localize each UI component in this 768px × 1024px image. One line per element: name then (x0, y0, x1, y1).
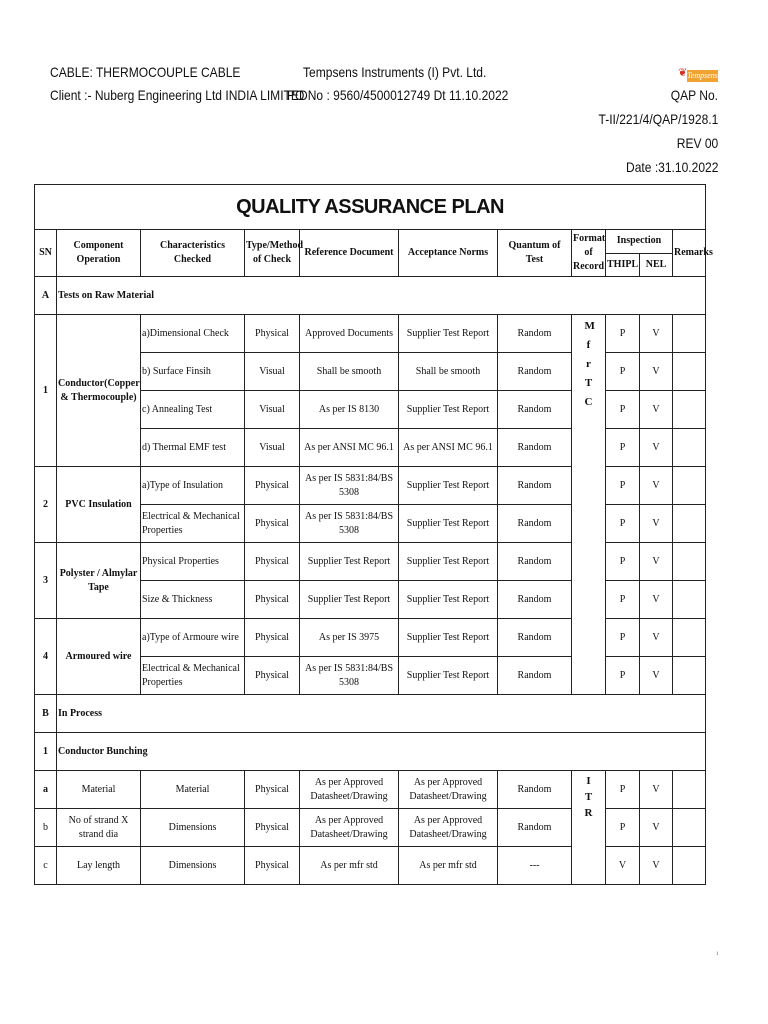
cell-char: Electrical & Mechanical Properties (141, 657, 245, 695)
col-format: Format of Record (572, 230, 606, 277)
document-date: Date :31.10.2022 (625, 159, 718, 175)
cell-acc: Supplier Test Report (399, 543, 498, 581)
cell-ref: As per IS 8130 (300, 391, 399, 429)
cell-char: d) Thermal EMF test (141, 429, 245, 467)
cell-component: No of strand X strand dia (57, 809, 141, 847)
cell-qty: Random (498, 391, 572, 429)
col-reference: Reference Document (300, 230, 399, 277)
cell-thipl: P (606, 771, 640, 809)
col-quantum: Quantum of Test (498, 230, 572, 277)
col-remarks: Remarks (673, 230, 706, 277)
cell-thipl: P (606, 315, 640, 353)
cell-nel: V (640, 467, 673, 505)
cell-ref: As per Approved Datasheet/Drawing (300, 771, 399, 809)
company-name: Tempsens Instruments (I) Pvt. Ltd. (303, 64, 487, 80)
table-row (35, 619, 706, 657)
cell-remarks (673, 771, 706, 809)
cell-char: c) Annealing Test (141, 391, 245, 429)
cell-acc: Supplier Test Report (399, 391, 498, 429)
table-row (35, 847, 706, 885)
logo-wordmark: Tempsens (687, 71, 718, 80)
cell-type: Physical (245, 581, 300, 619)
cell-char: Size & Thickness (141, 581, 245, 619)
cell-thipl: P (606, 353, 640, 391)
cell-qty: Random (498, 429, 572, 467)
group-sn: 1 (35, 315, 57, 467)
col-nel: NEL (640, 253, 673, 277)
cell-sn: b (35, 809, 57, 847)
cell-thipl: P (606, 581, 640, 619)
cell-component: Lay length (57, 847, 141, 885)
col-component: Component Operation (57, 230, 141, 277)
cell-sn: a (35, 771, 57, 809)
cell-remarks (673, 619, 706, 657)
section-a-label: Tests on Raw Material (57, 277, 706, 315)
qap-table (34, 184, 713, 885)
subsection-b1-sn: 1 (35, 733, 57, 771)
cell-char: Physical Properties (141, 543, 245, 581)
group-sn: 3 (35, 543, 57, 619)
section-b-label: In Process (57, 695, 706, 733)
qap-number: T-II/221/4/QAP/1928.1 (598, 111, 718, 127)
cell-nel: V (640, 391, 673, 429)
subsection-b1-label: Conductor Bunching (57, 733, 706, 771)
cell-ref: As per mfr std (300, 847, 399, 885)
group-sn: 2 (35, 467, 57, 543)
cell-qty: Random (498, 809, 572, 847)
cell-type: Physical (245, 543, 300, 581)
cable-title: CABLE: THERMOCOUPLE CABLE (50, 64, 241, 80)
cell-nel: V (640, 847, 673, 885)
cell-nel: V (640, 353, 673, 391)
po-number: PO No : 9560/4500012749 Dt 11.10.2022 (287, 87, 509, 103)
format-record-a-text: M f r T C (584, 320, 595, 408)
cell-thipl: P (606, 467, 640, 505)
cell-thipl: V (606, 847, 640, 885)
cell-type: Physical (245, 657, 300, 695)
cell-remarks (673, 657, 706, 695)
cell-qty: Random (498, 619, 572, 657)
cell-thipl: P (606, 505, 640, 543)
cell-acc: Shall be smooth (399, 353, 498, 391)
cell-type: Visual (245, 391, 300, 429)
cell-qty: Random (498, 771, 572, 809)
table-row (35, 315, 706, 353)
table-row (35, 809, 706, 847)
cell-ref: As per Approved Datasheet/Drawing (300, 809, 399, 847)
table-row (35, 467, 706, 505)
cell-nel: V (640, 809, 673, 847)
col-thipl: THIPL (606, 253, 640, 277)
cell-ref: Supplier Test Report (300, 581, 399, 619)
revision: REV 00 (676, 135, 718, 151)
cell-char: Dimensions (141, 809, 245, 847)
cell-char: a)Type of Armoure wire (141, 619, 245, 657)
cell-ref: As per IS 5831:84/BS 5308 (300, 467, 399, 505)
cell-remarks (673, 391, 706, 429)
client-name: Client :- Nuberg Engineering Ltd INDIA LIMITED (50, 87, 308, 103)
cell-acc: Supplier Test Report (399, 505, 498, 543)
cell-ref: Supplier Test Report (300, 543, 399, 581)
cell-qty: --- (498, 847, 572, 885)
cell-type: Physical (245, 467, 300, 505)
cell-thipl: P (606, 391, 640, 429)
cell-ref: As per IS 5831:84/BS 5308 (300, 505, 399, 543)
cell-remarks (673, 847, 706, 885)
cell-qty: Random (498, 657, 572, 695)
cell-type: Visual (245, 429, 300, 467)
company-logo (678, 68, 718, 84)
group-component: Conductor(Copper & Thermocouple) (57, 315, 141, 467)
cell-qty: Random (498, 315, 572, 353)
cell-component: Material (57, 771, 141, 809)
format-record-a (572, 315, 606, 695)
cell-ref: Shall be smooth (300, 353, 399, 391)
cell-char: Electrical & Mechanical Properties (141, 505, 245, 543)
cell-thipl: P (606, 429, 640, 467)
cell-type: Physical (245, 505, 300, 543)
cell-remarks (673, 581, 706, 619)
col-characteristics: Characteristics Checked (141, 230, 245, 277)
cell-nel: V (640, 657, 673, 695)
cell-nel: V (640, 505, 673, 543)
col-type: Type/Method of Check (245, 230, 300, 277)
cell-qty: Random (498, 467, 572, 505)
cell-remarks (673, 315, 706, 353)
cell-acc: Supplier Test Report (399, 581, 498, 619)
col-acceptance: Acceptance Norms (399, 230, 498, 277)
cell-type: Physical (245, 315, 300, 353)
cell-sn: c (35, 847, 57, 885)
cell-acc: Supplier Test Report (399, 619, 498, 657)
cell-qty: Random (498, 505, 572, 543)
format-record-b (572, 771, 606, 885)
cell-ref: Approved Documents (300, 315, 399, 353)
cell-type: Physical (245, 847, 300, 885)
cell-nel: V (640, 429, 673, 467)
group-component: PVC Insulation (57, 467, 141, 543)
cell-qty: Random (498, 353, 572, 391)
cell-thipl: P (606, 809, 640, 847)
table-row (35, 771, 706, 809)
cell-remarks (673, 467, 706, 505)
cell-type: Visual (245, 353, 300, 391)
cell-ref: As per ANSI MC 96.1 (300, 429, 399, 467)
cell-nel: V (640, 581, 673, 619)
cell-thipl: P (606, 543, 640, 581)
cell-qty: Random (498, 581, 572, 619)
group-sn: 4 (35, 619, 57, 695)
cell-remarks (673, 809, 706, 847)
cell-char: a)Type of Insulation (141, 467, 245, 505)
cell-remarks (673, 505, 706, 543)
cell-acc: Supplier Test Report (399, 315, 498, 353)
cell-type: Physical (245, 771, 300, 809)
cell-acc: As per Approved Datasheet/Drawing (399, 771, 498, 809)
col-inspection: Inspection (606, 230, 673, 254)
cell-acc: Supplier Test Report (399, 657, 498, 695)
cell-type: Physical (245, 809, 300, 847)
logo-mark-icon: ❦ (678, 67, 688, 79)
cell-char: a)Dimensional Check (141, 315, 245, 353)
section-b-sn: B (35, 695, 57, 733)
group-component: Polyster / Almylar Tape (57, 543, 141, 619)
cell-acc: As per mfr std (399, 847, 498, 885)
col-sn: SN (35, 230, 57, 277)
qap-label: QAP No. (670, 87, 718, 103)
cell-char: Dimensions (141, 847, 245, 885)
cell-char: Material (141, 771, 245, 809)
cell-remarks (673, 353, 706, 391)
page-footnote: 1 (716, 952, 719, 957)
cell-remarks (673, 429, 706, 467)
cell-nel: V (640, 619, 673, 657)
cell-thipl: P (606, 619, 640, 657)
cell-acc: As per Approved Datasheet/Drawing (399, 809, 498, 847)
table-row (35, 543, 706, 581)
cell-type: Physical (245, 619, 300, 657)
cell-acc: Supplier Test Report (399, 467, 498, 505)
group-component: Armoured wire (57, 619, 141, 695)
page-title: QUALITY ASSURANCE PLAN (35, 185, 706, 230)
cell-remarks (673, 543, 706, 581)
cell-char: b) Surface Finsih (141, 353, 245, 391)
cell-nel: V (640, 543, 673, 581)
format-record-b-text: I T R (584, 775, 593, 819)
cell-thipl: P (606, 657, 640, 695)
cell-ref: As per IS 3975 (300, 619, 399, 657)
cell-ref: As per IS 5831:84/BS 5308 (300, 657, 399, 695)
cell-nel: V (640, 315, 673, 353)
section-a-sn: A (35, 277, 57, 315)
cell-acc: As per ANSI MC 96.1 (399, 429, 498, 467)
cell-qty: Random (498, 543, 572, 581)
cell-nel: V (640, 771, 673, 809)
